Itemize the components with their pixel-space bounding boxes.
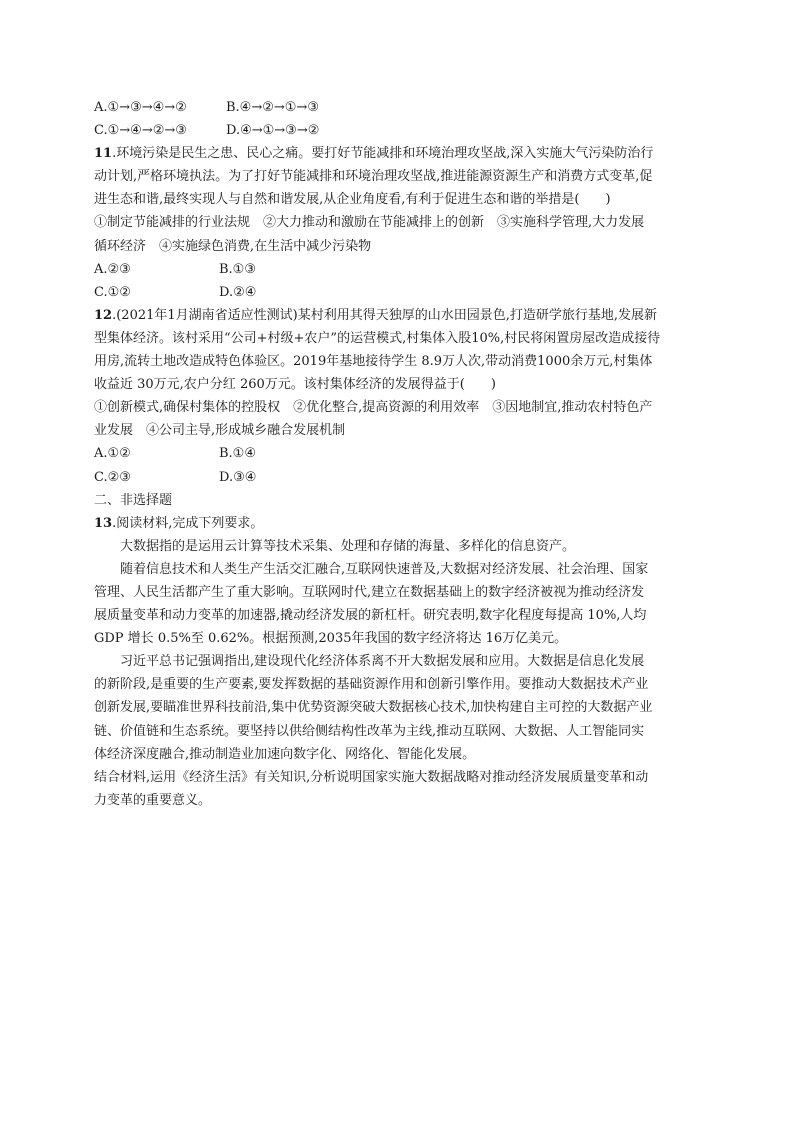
q13-number: 13: [94, 515, 113, 531]
q13-material-p2-line-3: 展质量变革和动力变革的加速器,撬动经济发展的新杠杆。研究表明,数字化程度每提高 10%,人均: [94, 608, 647, 624]
q13-question-line-1: 结合材料,运用《经济生活》有关知识,分析说明国家实施大数据战略对推动经济发展质量变革和动: [94, 769, 649, 785]
q12-option-a: A.①②: [94, 446, 131, 462]
q10-option-a: A.①→③→④→②: [94, 100, 187, 115]
q13-material-p3-line-4: 链、价值链和生态系统。要坚持以供给侧结构性改革为主线,推动互联网、大数据、人工智能同实: [94, 723, 645, 739]
q10-option-d: D.④→①→③→②: [226, 123, 320, 139]
q12-stem-line-1: 12.(2021年1月湖南省适应性测试)某村利用其得天独厚的山水田园景色,打造研学旅行基地,发展新: [94, 307, 657, 323]
document-page: [94, 96, 704, 812]
q11-option-a: A.②③: [94, 261, 131, 277]
q13-material-p2-line-2: 管理、人民生活都产生了重大影响。互联网时代,建立在数据基础上的数字经济被视为推动经济发: [94, 584, 645, 600]
q13-intro: 13.阅读材料,完成下列要求。: [94, 515, 264, 531]
q10-options-row-2: [94, 119, 704, 142]
q12-stem-line-6: 业发展 ④公司主导,形成城乡融合发展机制: [94, 423, 346, 439]
q11-stem-line-2: 动计划,严格环境执法。为了打好节能减排和环境治理攻坚战,推进能源资源生产和消费方式变革,促: [94, 169, 653, 185]
q12-option-c: C.②③: [94, 469, 131, 485]
q12-option-d: D.③④: [219, 469, 257, 485]
q11-options-row-1: [94, 258, 704, 281]
q11-number: 11: [94, 146, 113, 162]
q10-option-c: C.①→④→②→③: [94, 123, 187, 139]
q10-options-row-1: [94, 96, 704, 119]
q13-material-p3-line-1: 习近平总书记强调指出,建设现代化经济体系离不开大数据发展和应用。大数据是信息化发展: [120, 654, 645, 670]
q11-option-b: B.①③: [219, 261, 256, 277]
q12-stem-line-2: 型集体经济。该村采用“公司+村级+农户”的运营模式,村集体入股10%,村民将闲置房屋改造成接待: [94, 330, 661, 346]
q11-options-row-2: [94, 281, 704, 304]
q13-material-p3-line-5: 体经济深度融合,推动制造业加速向数字化、网络化、智能化发展。: [94, 746, 476, 762]
q13-material-p3-line-3: 创新发展,要瞄准世界科技前沿,集中优势资源突破大数据核心技术,加快构建自主可控的大数据产业: [94, 700, 653, 716]
q13-material-p2-line-4: GDP 增长 0.5%至 0.62%。根据预测,2035年我国的数字经济将达 16万亿美元。: [94, 631, 568, 647]
q13-material-p3-line-2: 的新阶段,是重要的生产要素,要发挥数据的基础资源作用和创新引擎作用。要推动大数据技术产业: [94, 677, 649, 693]
q13-question-line-2: 力变革的重要意义。: [94, 792, 212, 808]
q11-stem-line-4: ①制定节能减排的行业法规 ②大力推动和激励在节能减排上的创新 ③实施科学管理,大力发展: [94, 215, 645, 231]
q12-stem-line-5: ①创新模式,确保村集体的控股权 ②优化整合,提高资源的利用效率 ③因地制宜,推动农村特色产: [94, 400, 653, 416]
section-title-non-choice: 二、非选择题: [94, 492, 173, 508]
q11-stem-line-3: 进生态和谐,最终实现人与自然和谐发展,从企业角度看,有利于促进生态和谐的举措是( ): [94, 192, 611, 208]
q12-number: 12: [94, 307, 113, 323]
q12-stem-line-3: 用房,流转土地改造成特色体验区。2019年基地接待学生 8.9万人次,带动消费1000余万元,村集体: [94, 354, 653, 370]
q12-options-row-2: [94, 466, 704, 489]
q11-option-c: C.①②: [94, 284, 131, 300]
q12-stem-line-4: 收益近 30万元,农户分红 260万元。该村集体经济的发展得益于( ): [94, 377, 496, 393]
q13-material-p2-line-1: 随着信息技术和人类生产生活交汇融合,互联网快速普及,大数据对经济发展、社会治理、国家: [120, 561, 649, 577]
q12-option-b: B.①④: [219, 446, 256, 462]
q11-stem-line-5: 循环经济 ④实施绿色消费,在生活中减少污染物: [94, 238, 372, 254]
q12-options-row-1: [94, 442, 704, 465]
q13-material-p1-line-1: 大数据指的是运用云计算等技术采集、处理和存储的海量、多样化的信息资产。: [120, 538, 576, 554]
q11-option-d: D.②④: [219, 284, 257, 300]
q11-stem-line-1: 11.环境污染是民生之患、民心之痛。要打好节能减排和环境治理攻坚战,深入实施大气污染防治行: [94, 146, 654, 162]
q10-option-b: B.④→②→①→③: [226, 100, 319, 115]
